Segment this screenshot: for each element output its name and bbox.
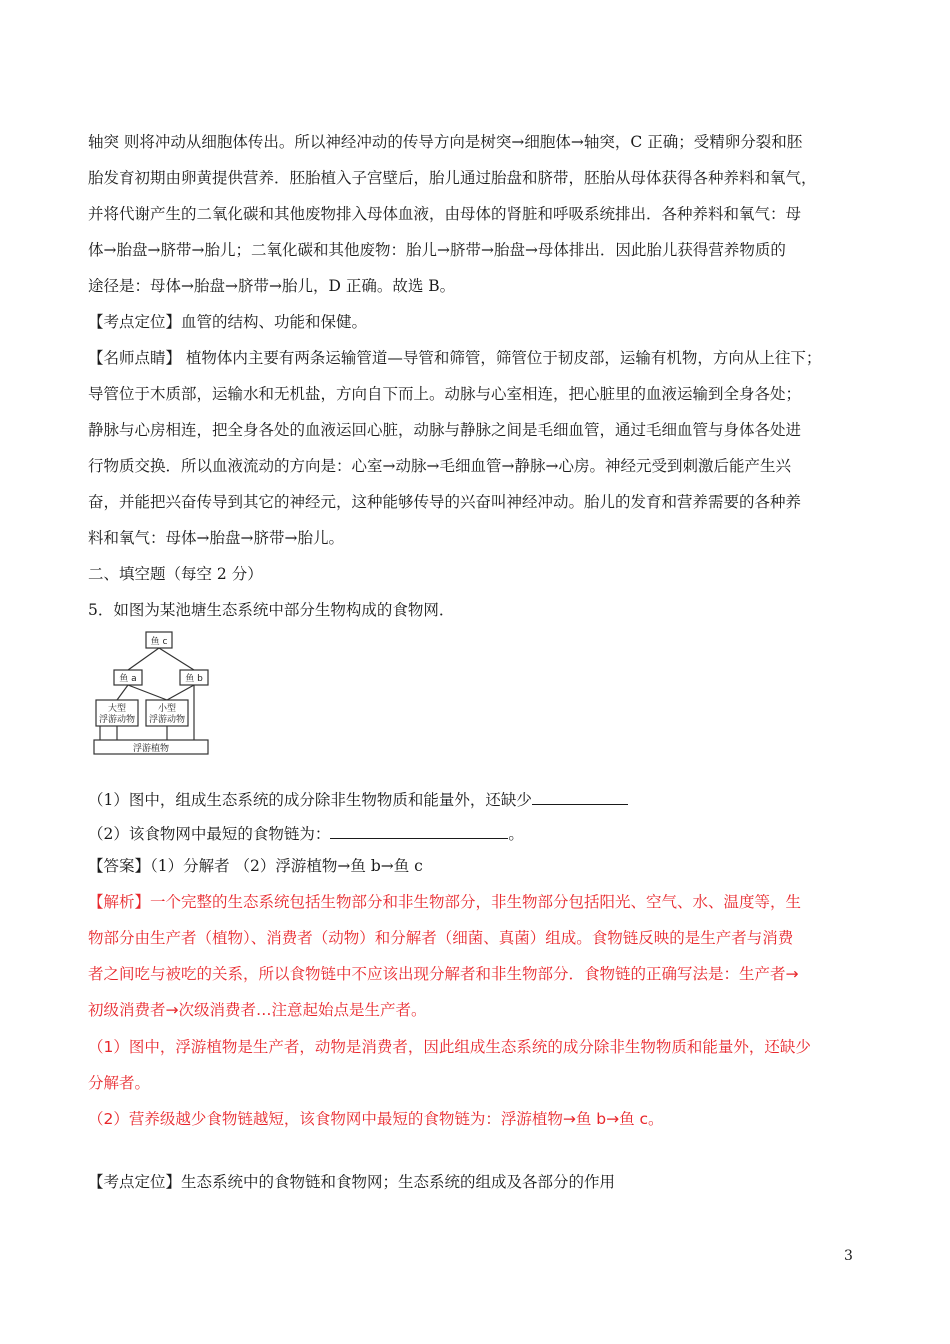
label-large: 大型: [107, 704, 127, 714]
food-web-diagram: [88, 628, 248, 758]
mingshi-line: 静脉与心房相连，把全身各处的血液运回心脏，动脉与静脉之间是毛细血管，通过毛细血管与身体各处进: [88, 421, 802, 439]
jiexi-line: 【解析】一个完整的生态系统包括生物部分和非生物部分，非生物部分包括阳光、空气、水、温度等，生: [88, 893, 802, 911]
mingshi-line: 【名师点睛】 植物体内主要有两条运输管道—导管和筛管，筛管位于韧皮部，运输有机物，方向从上往下；: [88, 349, 822, 367]
text-line: 体→胎盘→脐带→胎儿；二氧化碳和其他废物：胎儿→脐带→胎盘→母体排出．因此胎儿获得营养物质的: [88, 241, 786, 259]
kaodian-line: 【考点定位】血管的结构、功能和保健。: [88, 313, 368, 331]
mingshi-line: 奋，并能把兴奋传导到其它的神经元，这种能够传导的兴奋叫神经冲动。胎儿的发育和营养需要的各种养: [88, 493, 802, 511]
jiexi-line: 初级消费者→次级消费者…注意起始点是生产者。: [88, 1001, 427, 1019]
sub-question-2: [88, 822, 524, 844]
answer-blank-1[interactable]: [532, 788, 628, 805]
section-title: 二、填空题（每空 2 分）: [88, 565, 263, 583]
text-line: 轴突 则将冲动从细胞体传出。所以神经冲动的传导方向是树突→细胞体→轴突，C 正确；受精卵分裂和胚: [88, 133, 803, 151]
label-small-zoo: 浮游动物: [148, 715, 186, 725]
answer-line: 【答案】（1）分解者 （2）浮游植物→鱼 b→鱼 c: [88, 857, 423, 875]
jiexi-line: 者之间吃与被吃的关系，所以食物链中不应该出现分解者和非生物部分．食物链的正确写法是：生产者→: [88, 965, 799, 983]
label-phytoplankton: 浮游植物: [132, 744, 170, 754]
text-line: 胎发育初期由卵黄提供营养．胚胎植入子宫壁后，胎儿通过胎盘和脐带，胚胎从母体获得各种养料和氧气，: [88, 169, 817, 187]
label-fish-b: 鱼 b: [185, 674, 203, 684]
label-fish-c: 鱼 c: [150, 637, 168, 647]
text-line: 并将代谢产生的二氧化碳和其他废物排入母体血液，由母体的肾脏和呼吸系统排出．各种养料和氧气：母: [88, 205, 802, 223]
text-line: 途径是：母体→胎盘→脐带→胎儿，D 正确。故选 B。: [88, 277, 456, 295]
question-stem: 5．如图为某池塘生态系统中部分生物构成的食物网．: [88, 601, 455, 619]
jiexi-line: （2）营养级越少食物链越短，该食物网中最短的食物链为：浮游植物→鱼 b→鱼 c。: [88, 1110, 664, 1128]
jiexi-line: 分解者。: [88, 1074, 151, 1092]
mingshi-line: 行物质交换．所以血液流动的方向是：心室→动脉→毛细血管→静脉→心房。神经元受到刺激后能产生兴: [88, 457, 791, 475]
sub-question-1-text: （1）图中，组成生态系统的成分除非生物物质和能量外，还缺少: [88, 791, 532, 809]
kaodian-line-2: 【考点定位】生态系统中的食物链和食物网；生态系统的组成及各部分的作用: [88, 1173, 616, 1191]
mingshi-line: 料和氧气：母体→胎盘→脐带→胎儿。: [88, 529, 344, 547]
answer-blank-2[interactable]: [330, 822, 508, 839]
label-fish-a: 鱼 a: [119, 674, 137, 684]
page-number: 3: [844, 1248, 853, 1264]
jiexi-line: 物部分由生产者（植物）、消费者（动物）和分解者（细菌、真菌）组成。食物链反映的是生产者与消费: [88, 929, 794, 947]
mingshi-line: 导管位于木质部，运输水和无机盐，方向自下而上。动脉与心室相连，把心脏里的血液运输到全身各处；: [88, 385, 802, 403]
sub-question-2-end: 。: [508, 825, 524, 843]
sub-question-1: [88, 788, 628, 810]
label-small: 小型: [157, 704, 177, 714]
jiexi-line: （1）图中，浮游植物是生产者，动物是消费者，因此组成生态系统的成分除非生物物质和能量外，还缺少: [88, 1038, 811, 1056]
sub-question-2-text: （2）该食物网中最短的食物链为：: [88, 825, 331, 843]
label-large-zoo: 浮游动物: [98, 715, 136, 725]
